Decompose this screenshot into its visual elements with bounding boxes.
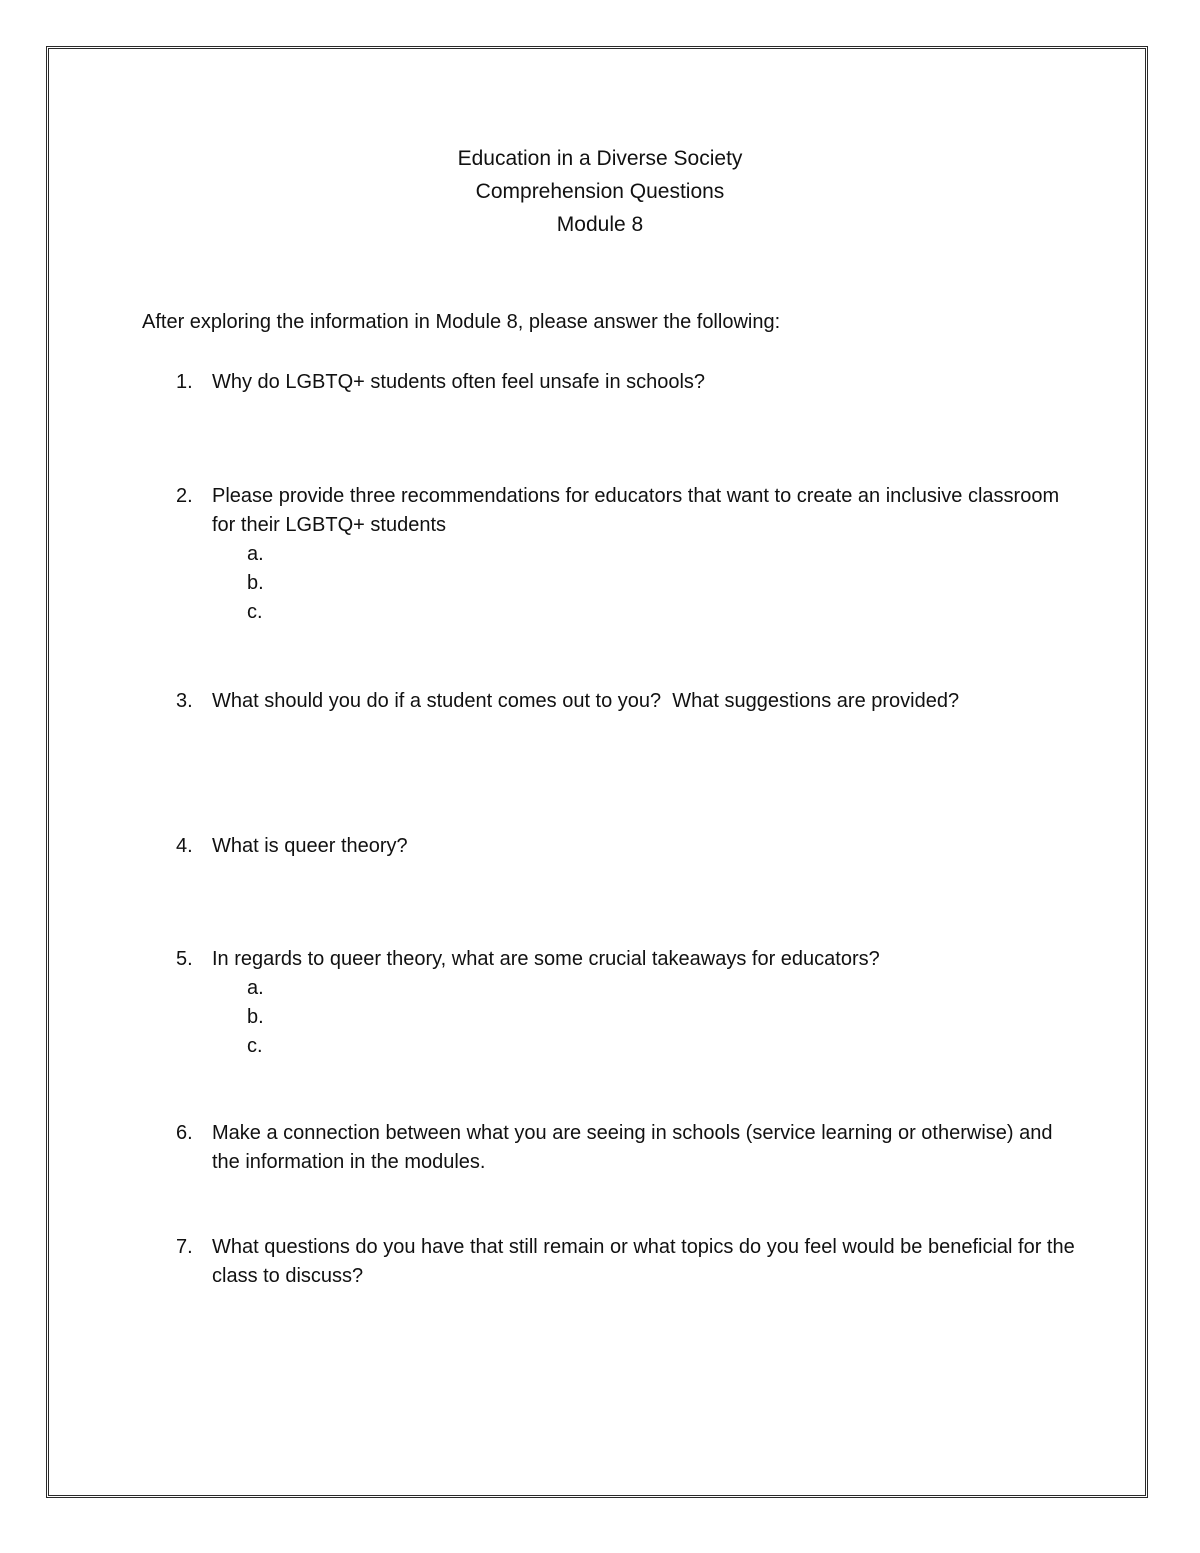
answer-sublist: [247, 974, 1076, 1061]
question-text: Please provide three recommendations for educators that want to create an inclusive classroom for their LGBTQ+ students: [212, 485, 1065, 536]
question-number: 7.: [176, 1236, 193, 1258]
question-number: 4.: [176, 835, 193, 857]
document-subtitle: Comprehension Questions: [475, 180, 725, 203]
question-4: [176, 832, 1076, 861]
question-text: In regards to queer theory, what are some crucial takeaways for educators?: [212, 948, 880, 970]
sub-item-a: a.: [247, 543, 264, 565]
question-text: What questions do you have that still remain or what topics do you feel would be beneficial for the class to discuss?: [212, 1236, 1081, 1287]
question-text: Why do LGBTQ+ students often feel unsafe in schools?: [212, 371, 706, 393]
question-number: 2.: [176, 485, 193, 507]
document-title: Education in a Diverse Society: [457, 147, 743, 170]
question-number: 1.: [176, 371, 193, 393]
sub-item-b: b.: [247, 1006, 264, 1028]
sub-item-c: c.: [247, 601, 263, 623]
question-5: [176, 945, 1076, 1061]
question-text: Make a connection between what you are seeing in schools (service learning or otherwise) and the information in the modules.: [212, 1122, 1059, 1173]
sub-item-b: b.: [247, 572, 264, 594]
question-6: [176, 1119, 1076, 1177]
question-7: [176, 1233, 1081, 1291]
question-3: [176, 687, 1076, 716]
question-text: What should you do if a student comes out to you? What suggestions are provided?: [212, 690, 960, 712]
document-heading: [0, 142, 1200, 241]
question-text: What is queer theory?: [212, 835, 408, 857]
module-label: Module 8: [556, 213, 644, 236]
sub-item-c: c.: [247, 1035, 263, 1057]
sub-item-a: a.: [247, 977, 264, 999]
question-2: [176, 482, 1076, 627]
question-number: 5.: [176, 948, 193, 970]
instructions-text: After exploring the information in Module 8, please answer the following:: [142, 311, 781, 333]
question-number: 3.: [176, 690, 193, 712]
answer-sublist: [247, 540, 1076, 627]
question-1: [176, 368, 1076, 397]
question-number: 6.: [176, 1122, 193, 1144]
